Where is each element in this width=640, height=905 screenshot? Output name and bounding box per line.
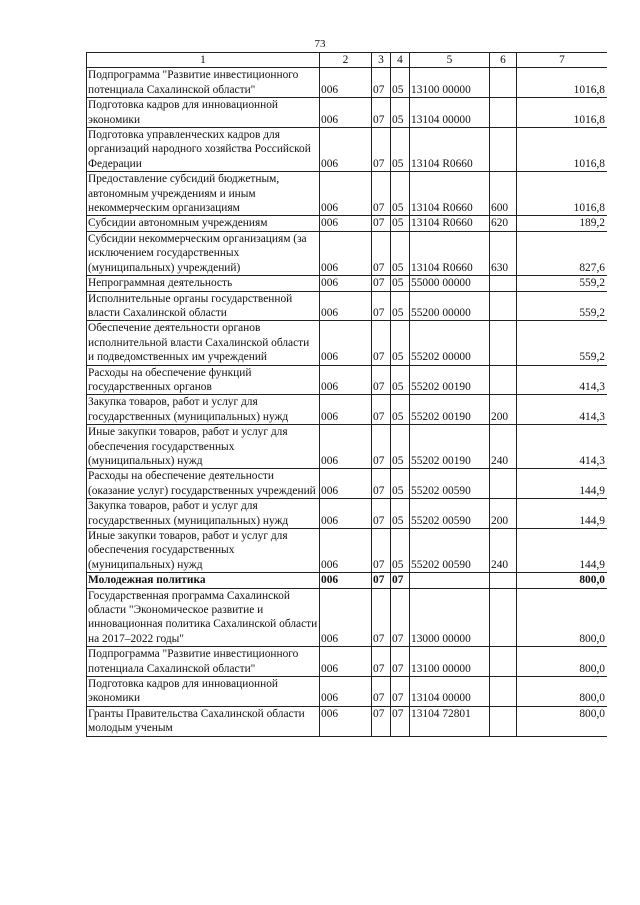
col-5-target-code: 13104 R0660 <box>410 231 490 275</box>
col-7-amount: 800,0 <box>517 677 608 707</box>
col-6-expense-type: 240 <box>490 529 517 573</box>
row-name: Обеспечение деятельности органов исполнительной власти Сахалинской области и подведомственных им учреждений <box>87 321 320 365</box>
col-4-subsection: 07 <box>391 706 410 736</box>
col-4-subsection: 05 <box>391 276 410 291</box>
col-2-code: 006 <box>320 469 372 499</box>
col-6-expense-type: 600 <box>490 172 517 216</box>
header-row <box>87 53 608 68</box>
col-7-amount: 800,0 <box>517 706 608 736</box>
col-4-subsection: 05 <box>391 529 410 573</box>
row-name: Подготовка кадров для инновационной экономики <box>87 98 320 128</box>
col-7-amount: 559,2 <box>517 276 608 291</box>
col-2-code: 006 <box>320 677 372 707</box>
row-name: Подготовка кадров для инновационной экономики <box>87 677 320 707</box>
column-header-4: 4 <box>391 53 410 68</box>
table-row <box>87 172 608 216</box>
col-3-section: 07 <box>372 231 391 275</box>
col-2-code: 006 <box>320 231 372 275</box>
col-2-code: 006 <box>320 68 372 98</box>
col-5-target-code: 55000 00000 <box>410 276 490 291</box>
budget-table-container <box>86 52 607 848</box>
row-name: Молодежная политика <box>87 573 320 588</box>
col-7-amount: 800,0 <box>517 588 608 647</box>
row-name: Гранты Правительства Сахалинской области молодым ученым <box>87 706 320 736</box>
col-5-target-code: 13000 00000 <box>410 588 490 647</box>
row-name: Закупка товаров, работ и услуг для государственных (муниципальных) нужд <box>87 499 320 529</box>
col-4-subsection: 05 <box>391 172 410 216</box>
table-row <box>87 677 608 707</box>
table-row <box>87 216 608 231</box>
col-3-section: 07 <box>372 706 391 736</box>
col-3-section: 07 <box>372 529 391 573</box>
row-name: Закупка товаров, работ и услуг для государственных (муниципальных) нужд <box>87 395 320 425</box>
column-header-6: 6 <box>490 53 517 68</box>
table-row <box>87 98 608 128</box>
col-7-amount: 800,0 <box>517 647 608 677</box>
col-5-target-code: 13104 R0660 <box>410 172 490 216</box>
col-7-amount: 559,2 <box>517 291 608 321</box>
col-3-section: 07 <box>372 677 391 707</box>
row-name: Расходы на обеспечение деятельности (оказание услуг) государственных учреждений <box>87 469 320 499</box>
col-7-amount: 414,3 <box>517 425 608 469</box>
col-4-subsection: 05 <box>391 231 410 275</box>
col-4-subsection: 05 <box>391 128 410 172</box>
table-row <box>87 469 608 499</box>
col-2-code: 006 <box>320 321 372 365</box>
budget-table <box>86 52 607 737</box>
column-header-5: 5 <box>410 53 490 68</box>
col-3-section: 07 <box>372 425 391 469</box>
col-4-subsection: 05 <box>391 68 410 98</box>
column-header-1: 1 <box>87 53 320 68</box>
col-7-amount: 1016,8 <box>517 172 608 216</box>
row-name: Иные закупки товаров, работ и услуг для обеспечения государственных (муниципальных) нужд <box>87 529 320 573</box>
col-4-subsection: 05 <box>391 216 410 231</box>
col-2-code: 006 <box>320 425 372 469</box>
col-3-section: 07 <box>372 291 391 321</box>
col-6-expense-type <box>490 677 517 707</box>
row-name: Иные закупки товаров, работ и услуг для обеспечения государственных (муниципальных) нужд <box>87 425 320 469</box>
col-6-expense-type <box>490 647 517 677</box>
col-4-subsection: 07 <box>391 677 410 707</box>
col-6-expense-type <box>490 276 517 291</box>
col-4-subsection: 07 <box>391 588 410 647</box>
row-name: Предоставление субсидий бюджетным, автономным учреждениям и иным некоммерческим организациям <box>87 172 320 216</box>
column-header-3: 3 <box>372 53 391 68</box>
col-3-section: 07 <box>372 647 391 677</box>
col-5-target-code: 13104 00000 <box>410 677 490 707</box>
col-5-target-code <box>410 573 490 588</box>
col-7-amount: 1016,8 <box>517 68 608 98</box>
col-3-section: 07 <box>372 216 391 231</box>
col-3-section: 07 <box>372 128 391 172</box>
table-row <box>87 291 608 321</box>
table-row <box>87 276 608 291</box>
col-7-amount: 1016,8 <box>517 128 608 172</box>
table-row <box>87 588 608 647</box>
table-row <box>87 68 608 98</box>
col-3-section: 07 <box>372 573 391 588</box>
col-7-amount: 800,0 <box>517 573 608 588</box>
col-5-target-code: 55202 00590 <box>410 529 490 573</box>
table-row <box>87 128 608 172</box>
col-5-target-code: 13100 00000 <box>410 647 490 677</box>
col-4-subsection: 05 <box>391 499 410 529</box>
col-5-target-code: 55202 00190 <box>410 425 490 469</box>
col-4-subsection: 05 <box>391 395 410 425</box>
column-header-7: 7 <box>517 53 608 68</box>
col-4-subsection: 05 <box>391 321 410 365</box>
col-7-amount: 414,3 <box>517 395 608 425</box>
col-6-expense-type <box>490 321 517 365</box>
row-name: Подпрограмма "Развитие инвестиционного потенциала Сахалинской области" <box>87 68 320 98</box>
col-6-expense-type <box>490 588 517 647</box>
col-3-section: 07 <box>372 395 391 425</box>
col-4-subsection: 05 <box>391 425 410 469</box>
col-6-expense-type <box>490 706 517 736</box>
col-2-code: 006 <box>320 291 372 321</box>
row-name: Подготовка управленческих кадров для организаций народного хозяйства Российской Федерации <box>87 128 320 172</box>
row-name: Государственная программа Сахалинской области "Экономическое развитие и инновационная политика Сахалинской области на 2017–2022 годы" <box>87 588 320 647</box>
col-3-section: 07 <box>372 588 391 647</box>
col-2-code: 006 <box>320 98 372 128</box>
table-row <box>87 395 608 425</box>
col-5-target-code: 55202 00190 <box>410 395 490 425</box>
col-2-code: 006 <box>320 588 372 647</box>
col-6-expense-type: 240 <box>490 425 517 469</box>
col-7-amount: 189,2 <box>517 216 608 231</box>
col-5-target-code: 13104 R0660 <box>410 216 490 231</box>
table-body <box>87 68 608 736</box>
col-5-target-code: 13104 72801 <box>410 706 490 736</box>
page-number: 73 <box>314 38 326 50</box>
table-row <box>87 647 608 677</box>
col-5-target-code: 55200 00000 <box>410 291 490 321</box>
col-6-expense-type: 200 <box>490 395 517 425</box>
table-row <box>87 706 608 736</box>
row-name: Исполнительные органы государственной власти Сахалинской области <box>87 291 320 321</box>
table-row <box>87 499 608 529</box>
table-row <box>87 529 608 573</box>
col-5-target-code: 55202 00190 <box>410 365 490 395</box>
col-7-amount: 144,9 <box>517 529 608 573</box>
col-7-amount: 1016,8 <box>517 98 608 128</box>
col-5-target-code: 13104 R0660 <box>410 128 490 172</box>
col-5-target-code: 13104 00000 <box>410 98 490 128</box>
col-5-target-code: 55202 00590 <box>410 469 490 499</box>
col-4-subsection: 05 <box>391 291 410 321</box>
col-4-subsection: 07 <box>391 647 410 677</box>
col-6-expense-type: 200 <box>490 499 517 529</box>
col-7-amount: 827,6 <box>517 231 608 275</box>
col-3-section: 07 <box>372 98 391 128</box>
table-row <box>87 231 608 275</box>
col-6-expense-type <box>490 128 517 172</box>
row-name: Расходы на обеспечение функций государственных органов <box>87 365 320 395</box>
col-4-subsection: 07 <box>391 573 410 588</box>
col-6-expense-type: 620 <box>490 216 517 231</box>
col-4-subsection: 05 <box>391 469 410 499</box>
col-3-section: 07 <box>372 172 391 216</box>
row-name: Субсидии некоммерческим организациям (за исключением государственных (муниципальных) учреждений) <box>87 231 320 275</box>
col-6-expense-type <box>490 469 517 499</box>
col-6-expense-type <box>490 98 517 128</box>
col-5-target-code: 55202 00000 <box>410 321 490 365</box>
col-2-code: 006 <box>320 216 372 231</box>
col-2-code: 006 <box>320 573 372 588</box>
col-7-amount: 144,9 <box>517 469 608 499</box>
col-2-code: 006 <box>320 172 372 216</box>
col-5-target-code: 55202 00590 <box>410 499 490 529</box>
row-name: Субсидии автономным учреждениям <box>87 216 320 231</box>
col-6-expense-type <box>490 573 517 588</box>
col-3-section: 07 <box>372 365 391 395</box>
col-2-code: 006 <box>320 365 372 395</box>
col-6-expense-type <box>490 68 517 98</box>
col-3-section: 07 <box>372 499 391 529</box>
col-5-target-code: 13100 00000 <box>410 68 490 98</box>
table-row <box>87 573 608 588</box>
table-row <box>87 425 608 469</box>
col-2-code: 006 <box>320 529 372 573</box>
col-3-section: 07 <box>372 321 391 365</box>
col-4-subsection: 05 <box>391 98 410 128</box>
col-2-code: 006 <box>320 276 372 291</box>
col-2-code: 006 <box>320 128 372 172</box>
col-7-amount: 414,3 <box>517 365 608 395</box>
row-name: Непрограммная деятельность <box>87 276 320 291</box>
table-row <box>87 365 608 395</box>
col-2-code: 006 <box>320 706 372 736</box>
col-3-section: 07 <box>372 68 391 98</box>
row-name: Подпрограмма "Развитие инвестиционного потенциала Сахалинской области" <box>87 647 320 677</box>
col-7-amount: 559,2 <box>517 321 608 365</box>
col-6-expense-type: 630 <box>490 231 517 275</box>
col-6-expense-type <box>490 291 517 321</box>
table-row <box>87 321 608 365</box>
col-4-subsection: 05 <box>391 365 410 395</box>
col-7-amount: 144,9 <box>517 499 608 529</box>
col-2-code: 006 <box>320 395 372 425</box>
column-header-2: 2 <box>320 53 372 68</box>
col-3-section: 07 <box>372 469 391 499</box>
col-2-code: 006 <box>320 647 372 677</box>
col-3-section: 07 <box>372 276 391 291</box>
col-6-expense-type <box>490 365 517 395</box>
col-2-code: 006 <box>320 499 372 529</box>
